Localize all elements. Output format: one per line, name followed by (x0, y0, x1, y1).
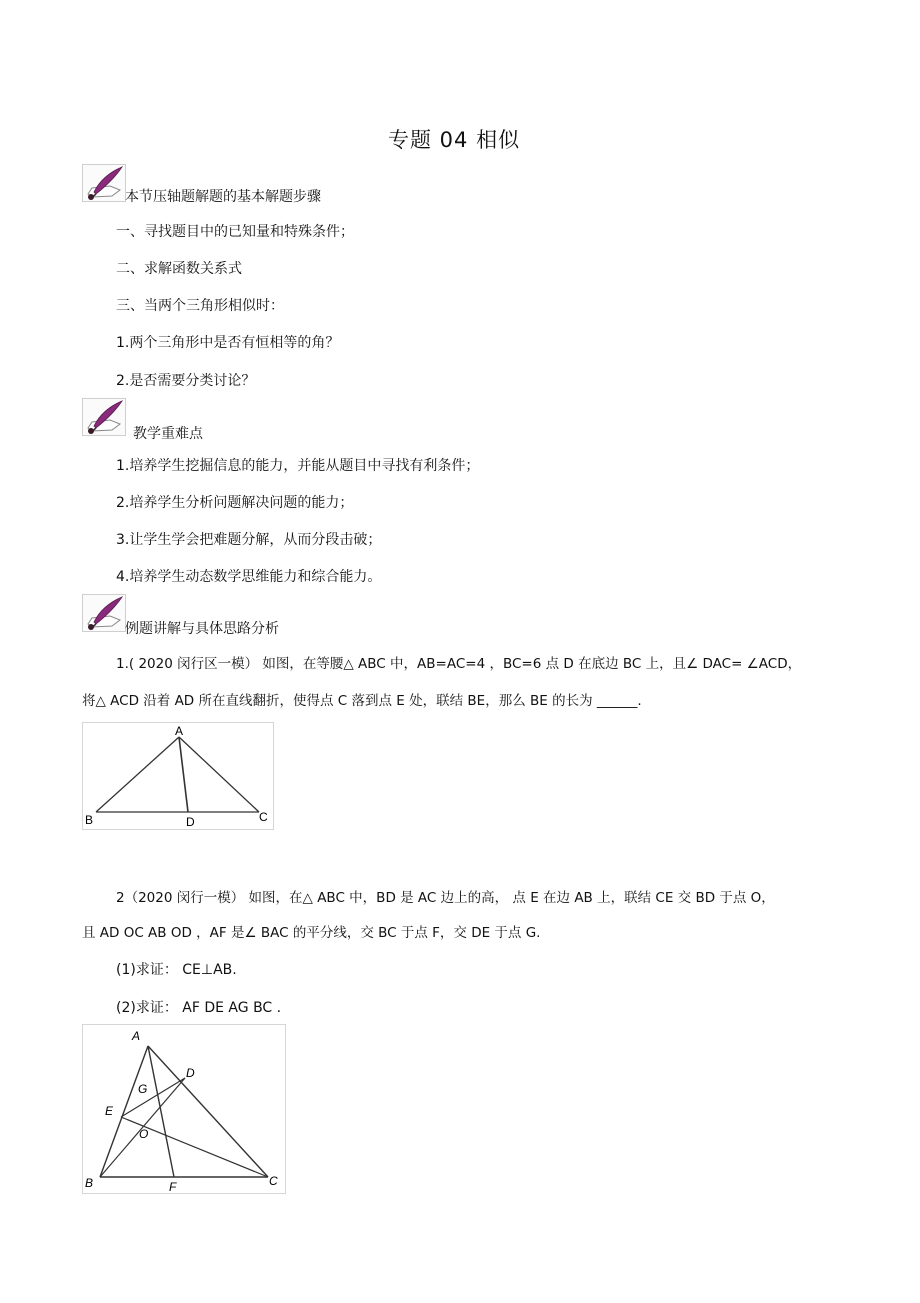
figure-label: A (175, 724, 184, 738)
problem1-figure (82, 722, 274, 830)
figure-label: D (186, 1066, 195, 1080)
quill-pen-icon (82, 398, 126, 440)
figure-label: O (139, 1127, 149, 1141)
problem1-text: 将△ ACD 沿着 AD 所在直线翻折，使得点 C 落到点 E 处，联结 BE，那么 BE 的长为 ______. (82, 693, 642, 709)
figure-label: F (169, 1180, 177, 1193)
key-point-item: 1.培养学生挖掘信息的能力，并能从题目中寻找有利条件； (116, 458, 480, 474)
step-item: 1.两个三角形中是否有恒相等的角？ (116, 335, 340, 351)
problem1-text: 1.( 2020 闵行区一模） 如图，在等腰△ ABC 中，AB=AC=4 ，BC=6 点 D 在底边 BC 上，且∠ DAC= ∠ACD， (116, 656, 802, 672)
figure-label: G (138, 1082, 148, 1096)
figure-label: B (85, 813, 94, 827)
page-title: 专题 04 相似 (388, 128, 521, 152)
key-point-item: 4.培养学生动态数学思维能力和综合能力。 (116, 569, 382, 585)
key-point-item: 3.让学生学会把难题分解，从而分段击破； (116, 532, 382, 548)
figure-label: E (105, 1104, 114, 1118)
quill-pen-icon (82, 594, 126, 636)
section-heading-examples: 例题讲解与具体思路分析 (125, 621, 279, 637)
quill-pen-icon (82, 164, 126, 206)
figure-label: D (186, 815, 195, 829)
step-item: 三、当两个三角形相似时： (116, 298, 284, 314)
section-heading-solving-steps: 本节压轴题解题的基本解题步骤 (125, 189, 321, 205)
problem2-figure (82, 1024, 286, 1194)
problem2-text: 且 AD OC AB OD ，AF 是∠ BAC 的平分线，交 BC 于点 F，交 DE 于点 G. (82, 925, 541, 941)
step-item: 二、求解函数关系式 (116, 261, 242, 277)
figure-label: A (132, 1029, 141, 1043)
step-item: 2.是否需要分类讨论？ (116, 373, 256, 389)
section-heading-key-points: 教学重难点 (133, 426, 203, 442)
key-point-item: 2.培养学生分析问题解决问题的能力； (116, 495, 354, 511)
figure-label: B (85, 1176, 94, 1190)
problem2-text: 2（2020 闵行一模） 如图，在△ ABC 中，BD 是 AC 边上的高， 点 E 在边 AB 上，联结 CE 交 BD 于点 O， (116, 890, 775, 906)
figure-label: C (259, 810, 268, 824)
step-item: 一、寻找题目中的已知量和特殊条件； (116, 224, 354, 240)
problem2-part1: (1)求证： CE⊥AB. (116, 962, 237, 978)
problem2-part2: (2)求证： AF DE AG BC . (116, 1000, 282, 1016)
figure-label: C (269, 1174, 278, 1188)
